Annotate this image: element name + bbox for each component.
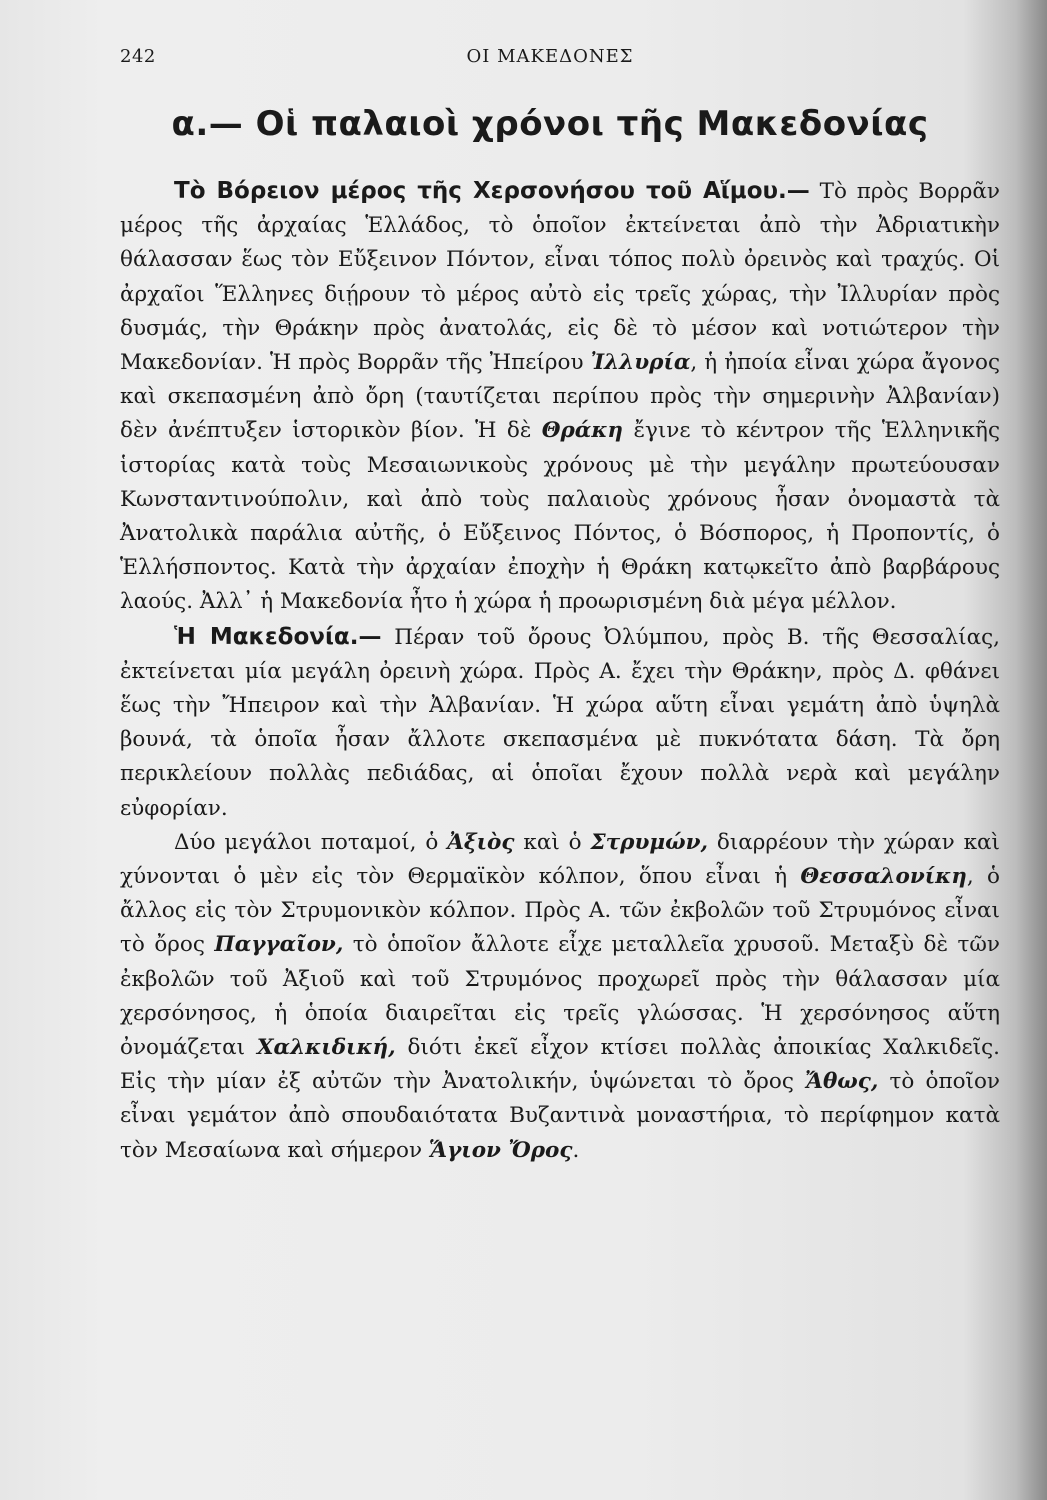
paragraph-text: τὸ ὁποῖον εἶναι γεμάτον ἀπὸ σπουδαιότατα Βυζαντινὰ μοναστήρια, τὸ περίφημον κατὰ τὸν Μεσαίωνα καὶ σήμερον [120, 1069, 1000, 1163]
paragraph-text: διαρρέουν τὴν χώραν καὶ χύνονται ὁ μὲν εἰς τὸν Θερμαϊκὸν κόλπον, ὅπου εἶναι ἡ [120, 829, 1000, 890]
paragraph-subhead: Τὸ Βόρειον μέρος τῆς Χερσονήσου τοῦ Αἵμου.— [174, 178, 810, 204]
emphasis-illyria: Ἰλλυρία [590, 350, 691, 376]
emphasis-athos: Ἄθως, [805, 1069, 879, 1095]
paragraph-text: Πέραν τοῦ ὄρους Ὀλύμπου, πρὸς Β. τῆς Θεσσαλίας, ἐκτείνεται μία μεγάλη ὀρεινὴ χώρα. Πρὸς Α. ἔχει τὴν Θράκην, πρὸς Δ. φθάνει ἕως τὴν Ἤπειρον καὶ τὴν Ἀλβανίαν. Ἡ χώρα αὕτη εἶναι γεμάτη ἀπὸ ὑψηλὰ βουνά, τὰ ὁποῖα ἦσαν ἄλλοτε σκεπασμένα μὲ πυκνότατα δάση. Τὰ ὄρη περικλείουν πολλὰς πεδιάδας, αἱ ὁποῖαι ἔχουν πολλὰ νερὰ καὶ μεγάλην εὐφορίαν. [120, 624, 1000, 821]
paragraph-text: διότι ἐκεῖ εἶχον κτίσει πολλὰς ἀποικίας Χαλκιδεῖς. Εἰς τὴν μίαν ἐξ αὐτῶν τὴν Ἀνατολικήν, ὑψώνεται τὸ ὄρος [120, 1035, 1001, 1095]
section-title: α.— Οἱ παλαιοὶ χρόνοι τῆς Μακεδονίας [171, 104, 929, 144]
emphasis-axios: Ἀξιὸς [447, 829, 515, 855]
emphasis-pangaion: Παγγαῖον, [214, 932, 344, 958]
page-header [120, 46, 980, 76]
paragraph-text: , ἡ ἠποία εἶναι χώρα ἄγονος καὶ σκεπασμένη ἀπὸ ὄρη (ταυτίζεται περίπου πρὸς τὴν σημερινὴν Ἀλβανίαν) δὲν ἀνέπτυξεν ἱστορικὸν βίον. Ἡ δὲ [120, 350, 1000, 444]
paragraph-text: Δύο μεγάλοι ποταμοί, ὁ [174, 829, 448, 855]
paragraph-rivers [120, 826, 1000, 1168]
emphasis-thrace: Θράκη [541, 418, 624, 444]
emphasis-thessaloniki: Θεσσαλονίκη [800, 864, 967, 890]
paragraph-text: . [572, 1137, 580, 1163]
body-text [120, 174, 1000, 1168]
paragraph-text: καὶ ὁ [514, 829, 591, 855]
paragraph-macedonia [120, 620, 1000, 826]
page-number: 242 [120, 46, 156, 67]
paragraph-northern-part [120, 174, 1000, 620]
paragraph-text: Τὸ πρὸς Βορρᾶν μέρος τῆς ἀρχαίας Ἑλλάδος, τὸ ὁποῖον ἐκτείνεται ἀπὸ τὴν Ἀδριατικὴν θάλασσαν ἕως τὸν Εὔξεινον Πόντον, εἶναι τόπος πολὺ ὀρεινὸς καὶ τραχύς. Οἱ ἀρχαῖοι Ἕλληνες διῄρουν τὸ μέρος αὐτὸ εἰς τρεῖς χώρας, τὴν Ἰλλυρίαν πρὸς δυσμάς, τὴν Θράκην πρὸς ἀνατολάς, εἰς δὲ τὸ μέσον καὶ νοτιώτερον τὴν Μακεδονίαν. Ἡ πρὸς Βορρᾶν τῆς Ἠπείρου [120, 179, 1000, 376]
paragraph-text: , ὁ ἄλλος εἰς τὸν Στρυμονικὸν κόλπον. Πρὸς Α. τῶν ἐκβολῶν τοῦ Στρυμόνος εἶναι τὸ ὄρος [120, 864, 1000, 958]
running-head: ΟΙ ΜΑΚΕΔΟΝΕΣ [466, 46, 634, 67]
paragraph-subhead: Ἡ Μακεδονία.— [174, 623, 382, 650]
emphasis-strymon: Στρυμών, [590, 829, 708, 855]
emphasis-agion-oros: Ἅγιον Ὄρος [428, 1137, 573, 1163]
emphasis-chalkidiki: Χαλκιδική, [256, 1035, 396, 1061]
paragraph-text: τὸ ὁποῖον ἄλλοτε εἶχε μεταλλεῖα χρυσοῦ. Μεταξὺ δὲ τῶν ἐκβολῶν τοῦ Ἀξιοῦ καὶ τοῦ Στρυμόνος προχωρεῖ πρὸς τὴν θάλασσαν μία χερσόνησος, ἡ ὁποία διαιρεῖται εἰς τρεῖς γλώσσας. Ἡ χερσόνησος αὕτη ὀνομάζεται [120, 932, 1001, 1061]
paragraph-text: ἔγινε τὸ κέντρον τῆς Ἑλληνικῆς ἱστορίας κατὰ τοὺς Μεσαιωνικοὺς χρόνους μὲ τὴν μεγάλην πρωτεύουσαν Κωνσταντινούπολιν, καὶ ἀπὸ τοὺς παλαιοὺς χρόνους ἦσαν ὀνομαστὰ τὰ Ἀνατολικὰ παράλια αὐτῆς, ὁ Εὔξεινος Πόντος, ὁ Βόσπορος, ἡ Προποντίς, ὁ Ἑλλήσποντος. Κατὰ τὴν ἀρχαίαν ἐποχὴν ἡ Θράκη κατῳκεῖτο ἀπὸ βαρβάρους λαούς. Ἀλλ᾽ ἡ Μακεδονία ἦτο ἡ χώρα ἡ προωρισμένη διὰ μέγα μέλλον. [120, 418, 1000, 615]
